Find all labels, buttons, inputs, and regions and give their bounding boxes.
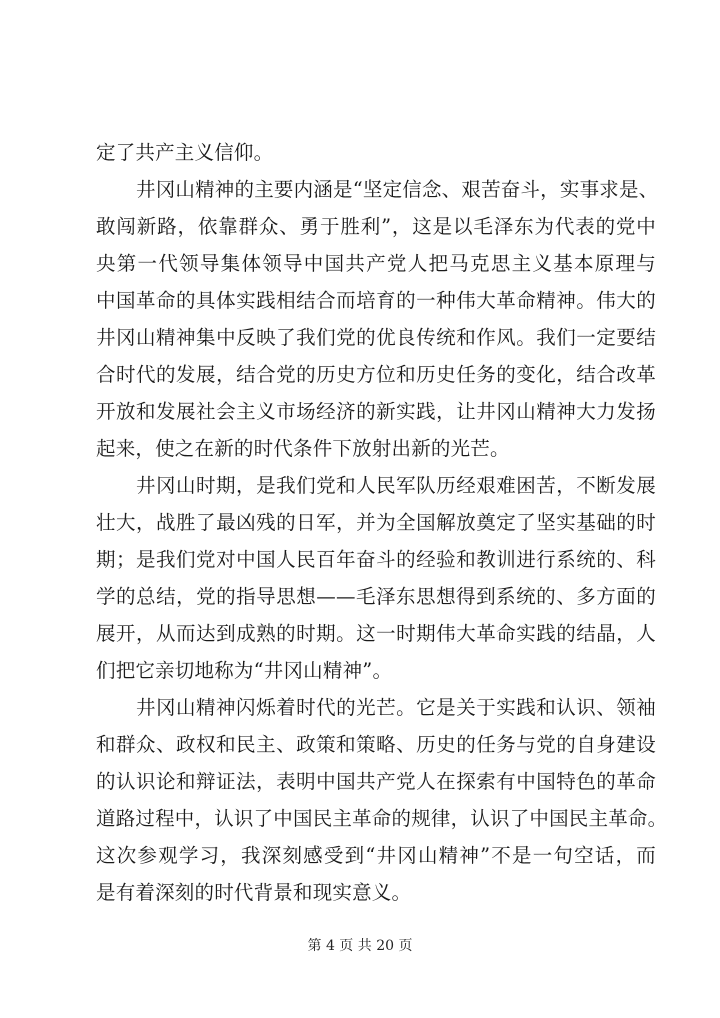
text-line: 展开，从而达到成熟的时期。这一时期伟大革命实践的结晶，人 — [96, 622, 656, 645]
paragraph — [96, 171, 659, 467]
text-line: 井冈山时期，是我们党和人民军队历经艰难困苦，不断发展 — [136, 474, 656, 497]
text-line: 合时代的发展，结合党的历史方位和历史任务的变化，结合改革 — [96, 363, 656, 386]
text-line: 壮大，战胜了最凶残的日军，并为全国解放奠定了坚实基础的时 — [96, 511, 656, 534]
text-line: 的认识论和辩证法，表明中国共产党人在探索有中国特色的革命 — [96, 770, 656, 793]
text-line: 井冈山精神闪烁着时代的光芒。它是关于实践和认识、领袖 — [136, 696, 656, 719]
text-line: 起来，使之在新的时代条件下放射出新的光芒。 — [96, 437, 510, 460]
text-line: 井冈山精神的主要内涵是“坚定信念、艰苦奋斗，实事求是、 — [136, 178, 659, 201]
paragraph — [96, 134, 656, 171]
text-line: 学的总结，党的指导思想——毛泽东思想得到系统的、多方面的 — [96, 585, 656, 608]
text-line: 期；是我们党对中国人民百年奋斗的经验和教训进行系统的、科 — [96, 548, 656, 571]
text-line: 是有着深刻的时代背景和现实意义。 — [96, 881, 412, 904]
text-line: 敢闯新路，依靠群众、勇于胜利”，这是以毛泽东为代表的党中 — [96, 215, 656, 238]
text-line: 这次参观学习，我深刻感受到“井冈山精神”不是一句空话，而 — [96, 844, 656, 867]
text-line: 定了共产主义信仰。 — [96, 141, 274, 164]
text-line: 开放和发展社会主义市场经济的新实践，让井冈山精神大力发扬 — [96, 400, 656, 423]
paragraph — [96, 689, 668, 911]
page-footer: 第 4 页 共 20 页 — [307, 938, 413, 954]
text-line: 中国革命的具体实践相结合而培育的一种伟大革命精神。伟大的 — [96, 289, 656, 312]
text-line: 井冈山精神集中反映了我们党的优良传统和作风。我们一定要结 — [96, 326, 656, 349]
text-line: 和群众、政权和民主、政策和策略、历史的任务与党的自身建设 — [96, 733, 656, 756]
text-line: 央第一代领导集体领导中国共产党人把马克思主义基本原理与 — [96, 252, 656, 275]
text-line: 们把它亲切地称为“井冈山精神”。 — [96, 659, 393, 682]
document-body — [96, 134, 668, 911]
text-line: 道路过程中，认识了中国民主革命的规律，认识了中国民主革命。 — [96, 807, 668, 830]
paragraph — [96, 467, 656, 689]
